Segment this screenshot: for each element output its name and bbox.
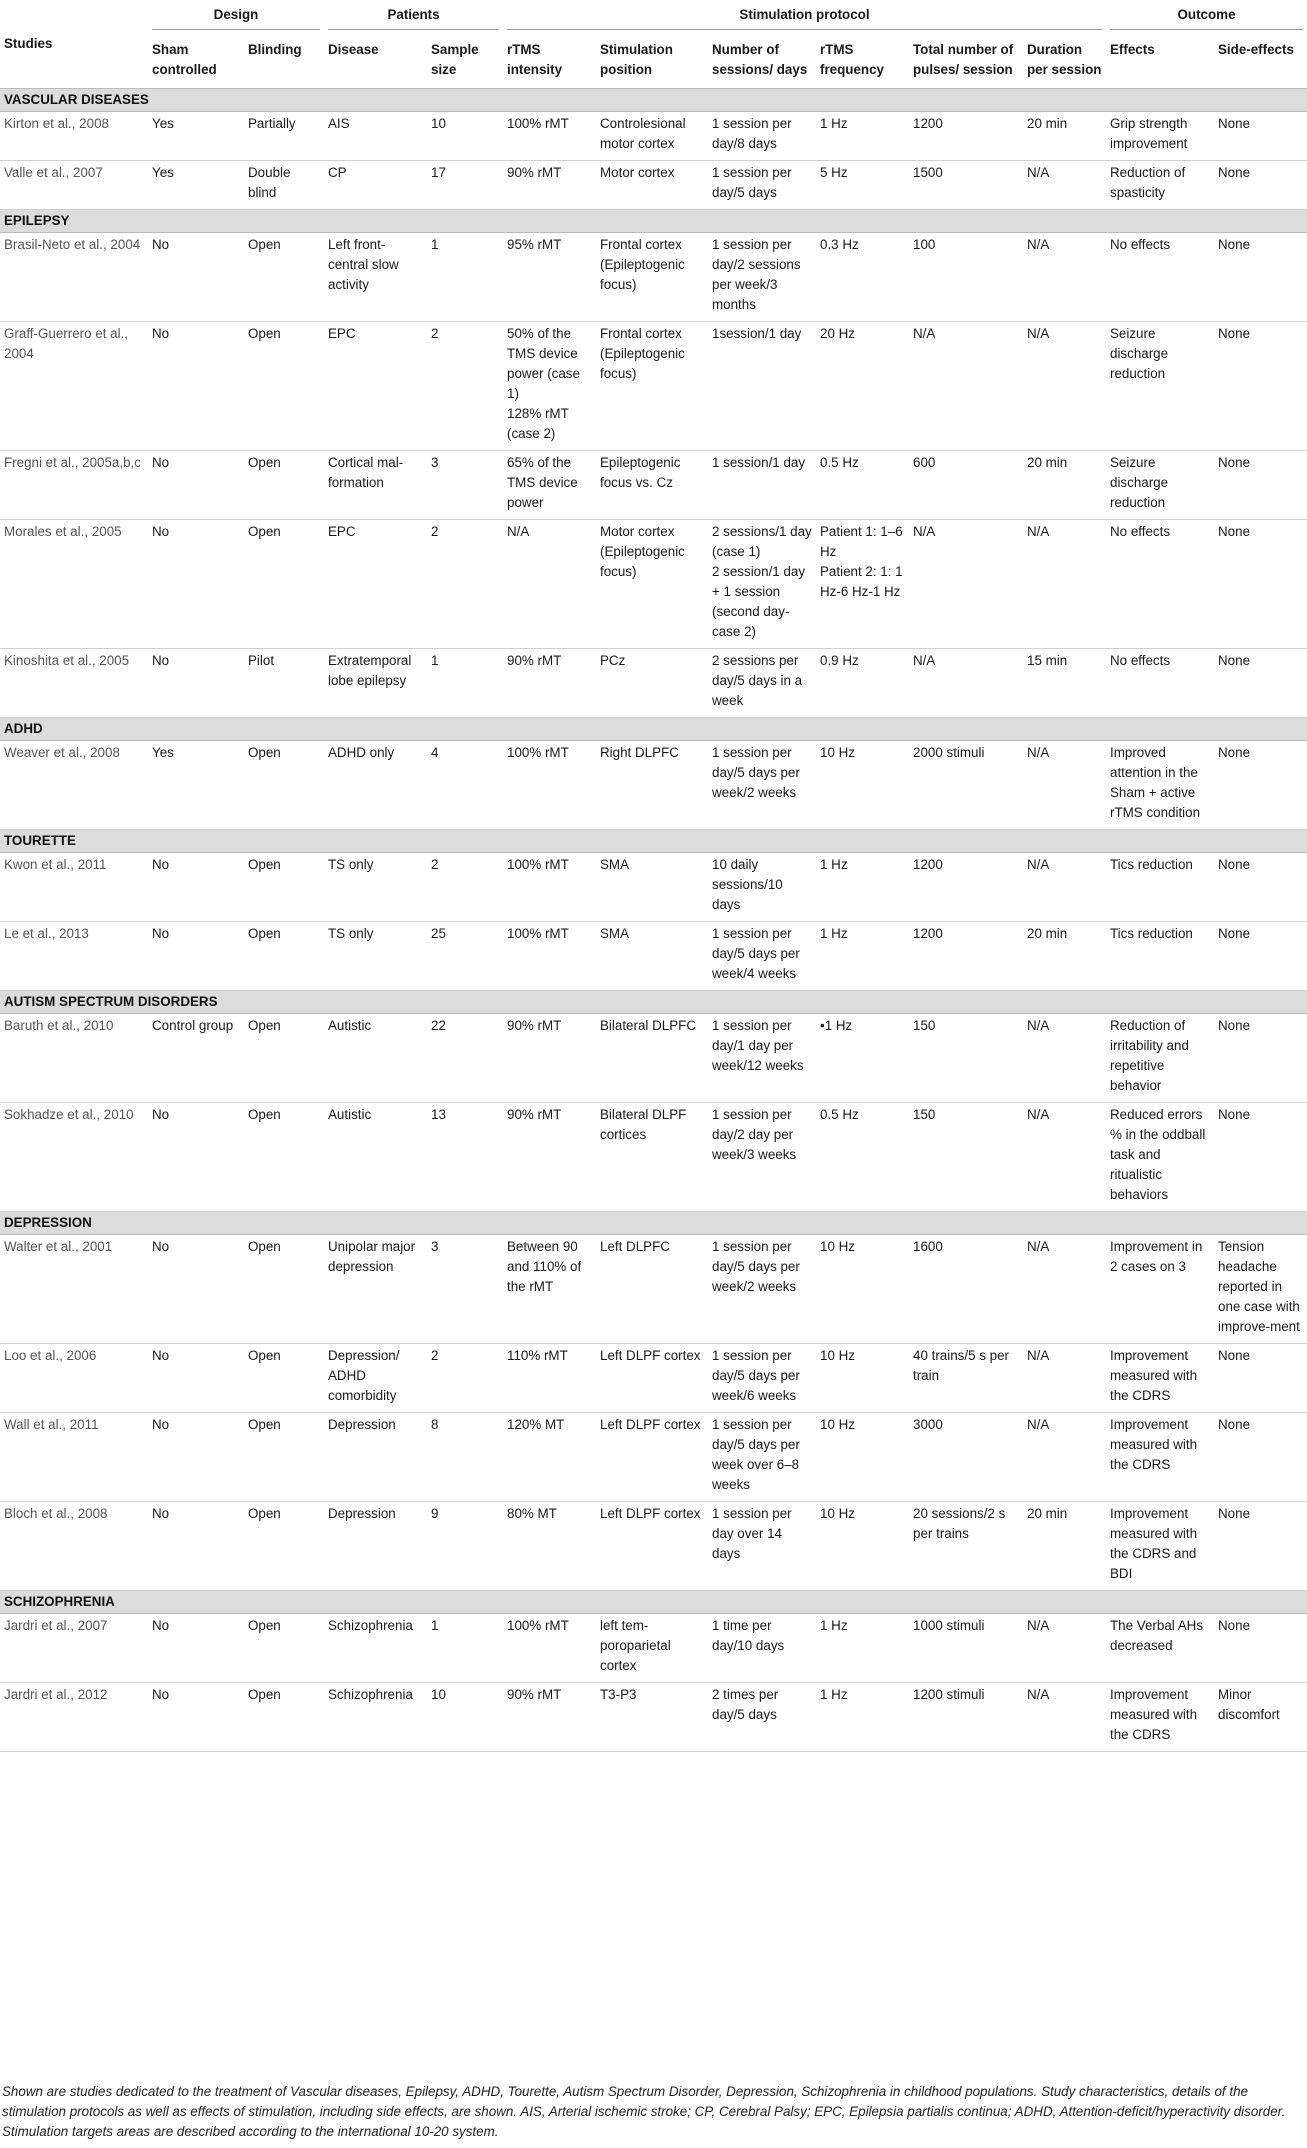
table-cell: Open [244, 1413, 324, 1502]
table-cell: 95% rMT [503, 233, 596, 322]
table-cell: 1500 [909, 161, 1023, 210]
table-cell: Tics reduction [1106, 853, 1214, 922]
table-cell: Improvement measured with the CDRS [1106, 1344, 1214, 1413]
table-cell: 1 session per day/2 sessions per week/3 months [708, 233, 816, 322]
table-cell: 20 Hz [816, 322, 909, 451]
table-cell: No [148, 853, 244, 922]
table-cell: Schizophrenia [324, 1683, 427, 1752]
table-cell: 20 min [1023, 112, 1106, 161]
study-cell: Jardri et al., 2012 [0, 1683, 148, 1752]
table-cell: 0.9 Hz [816, 649, 909, 718]
table-cell: 2 [427, 322, 503, 451]
study-cell: Le et al., 2013 [0, 922, 148, 991]
table-cell: Open [244, 520, 324, 649]
table-cell: Yes [148, 741, 244, 830]
table-cell: 0.3 Hz [816, 233, 909, 322]
table-cell: No [148, 1344, 244, 1413]
table-cell: Open [244, 853, 324, 922]
table-cell: 20 sessions/2 s per trains [909, 1502, 1023, 1591]
table-cell: 2 sessions/1 day (case 1) 2 session/1 day + 1 session (second day-case 2) [708, 520, 816, 649]
category-label: AUTISM SPECTRUM DISORDERS [0, 991, 1307, 1014]
table-cell: 20 min [1023, 1502, 1106, 1591]
table-cell: Autistic [324, 1014, 427, 1103]
table-cell: 2000 stimuli [909, 741, 1023, 830]
table-cell: 3000 [909, 1413, 1023, 1502]
table-cell: 100% rMT [503, 1614, 596, 1683]
table-cell: 1 Hz [816, 853, 909, 922]
table-cell: 2 [427, 1344, 503, 1413]
table-cell: 13 [427, 1103, 503, 1212]
table-cell: No [148, 649, 244, 718]
table-cell: 1 session per day over 14 days [708, 1502, 816, 1591]
table-cell: 1session/1 day [708, 322, 816, 451]
table-cell: Open [244, 233, 324, 322]
table-cell: Extratemporal lobe epilepsy [324, 649, 427, 718]
header-patients: Patients [324, 0, 503, 30]
table-cell: Open [244, 322, 324, 451]
table-cell: 150 [909, 1014, 1023, 1103]
col-blinding: Blinding [244, 30, 324, 89]
table-cell: SMA [596, 853, 708, 922]
table-cell: None [1214, 112, 1307, 161]
table-cell: None [1214, 1502, 1307, 1591]
table-row [0, 233, 1307, 322]
table-cell: Frontal cortex (Epileptogenic focus) [596, 322, 708, 451]
table-cell: Unipolar major depression [324, 1235, 427, 1344]
table-cell: N/A [909, 649, 1023, 718]
table-cell: None [1214, 1413, 1307, 1502]
table-cell: Left DLPF cortex [596, 1344, 708, 1413]
table-cell: None [1214, 853, 1307, 922]
table-cell: N/A [1023, 161, 1106, 210]
table-row [0, 322, 1307, 451]
table-cell: Motor cortex (Epileptogenic focus) [596, 520, 708, 649]
table-cell: 1 [427, 649, 503, 718]
table-row [0, 741, 1307, 830]
table-cell: 110% rMT [503, 1344, 596, 1413]
table-cell: 2 [427, 520, 503, 649]
table-cell: Depression [324, 1502, 427, 1591]
table-cell: None [1214, 520, 1307, 649]
table-cell: 1200 [909, 922, 1023, 991]
table-cell: Patient 1: 1–6 Hz Patient 2: 1: 1 Hz-6 Hz-1 Hz [816, 520, 909, 649]
table-cell: 1 session per day/1 day per week/12 weeks [708, 1014, 816, 1103]
table-cell: The Verbal AHs decreased [1106, 1614, 1214, 1683]
study-cell: Bloch et al., 2008 [0, 1502, 148, 1591]
header-stimulation-protocol: Stimulation protocol [503, 0, 1106, 30]
table-cell: Autistic [324, 1103, 427, 1212]
table-cell: 20 min [1023, 451, 1106, 520]
table-cell: Frontal cortex (Epileptogenic focus) [596, 233, 708, 322]
table-cell: Open [244, 1614, 324, 1683]
table-cell: No [148, 1103, 244, 1212]
category-row [0, 718, 1307, 741]
table-cell: Cortical mal-formation [324, 451, 427, 520]
table-cell: 1600 [909, 1235, 1023, 1344]
table-cell: None [1214, 922, 1307, 991]
table-cell: 8 [427, 1413, 503, 1502]
table-cell: 20 min [1023, 922, 1106, 991]
table-cell: Open [244, 1014, 324, 1103]
category-label: EPILEPSY [0, 210, 1307, 233]
table-cell: 100 [909, 233, 1023, 322]
table-cell: 1 Hz [816, 112, 909, 161]
table-row [0, 922, 1307, 991]
table-cell: No [148, 1413, 244, 1502]
table-body [0, 89, 1307, 1752]
table-cell: 10 Hz [816, 1344, 909, 1413]
table-cell: Motor cortex [596, 161, 708, 210]
table-cell: No [148, 1683, 244, 1752]
table-cell: 80% MT [503, 1502, 596, 1591]
table-cell: No effects [1106, 520, 1214, 649]
table-cell: SMA [596, 922, 708, 991]
table-row [0, 853, 1307, 922]
table-cell: 1 [427, 1614, 503, 1683]
table-cell: None [1214, 161, 1307, 210]
table-cell: Improvement measured with the CDRS and BDI [1106, 1502, 1214, 1591]
table-cell: No [148, 1502, 244, 1591]
table-cell: Reduced errors % in the oddball task and ritualistic behaviors [1106, 1103, 1214, 1212]
table-cell: None [1214, 1614, 1307, 1683]
table-cell: 10 [427, 112, 503, 161]
table-cell: Between 90 and 110% of the rMT [503, 1235, 596, 1344]
table-cell: 1 session per day/8 days [708, 112, 816, 161]
table-cell: AIS [324, 112, 427, 161]
table-cell: 1200 [909, 853, 1023, 922]
study-cell: Morales et al., 2005 [0, 520, 148, 649]
table-cell: Pilot [244, 649, 324, 718]
table-cell: None [1214, 1344, 1307, 1413]
study-cell: Weaver et al., 2008 [0, 741, 148, 830]
table-cell: No [148, 322, 244, 451]
table-cell: Depression [324, 1413, 427, 1502]
table-cell: 100% rMT [503, 741, 596, 830]
table-cell: Left front-central slow activity [324, 233, 427, 322]
table-cell: Depression/ ADHD comorbidity [324, 1344, 427, 1413]
table-cell: 1 session per day/2 day per week/3 weeks [708, 1103, 816, 1212]
table-cell: 1 session/1 day [708, 451, 816, 520]
table-cell: N/A [1023, 520, 1106, 649]
table-cell: None [1214, 322, 1307, 451]
table-cell: Minor discomfort [1214, 1683, 1307, 1752]
table-cell: T3-P3 [596, 1683, 708, 1752]
col-total-pulses: Total number of pulses/ session [909, 30, 1023, 89]
table-cell: 22 [427, 1014, 503, 1103]
col-disease: Disease [324, 30, 427, 89]
table-cell: left tem-poroparietal cortex [596, 1614, 708, 1683]
table-row [0, 1683, 1307, 1752]
table-cell: 90% rMT [503, 161, 596, 210]
table-cell: N/A [1023, 1683, 1106, 1752]
category-row [0, 1591, 1307, 1614]
study-cell: Kirton et al., 2008 [0, 112, 148, 161]
table-cell: N/A [1023, 1413, 1106, 1502]
table-row [0, 1235, 1307, 1344]
table-row [0, 1502, 1307, 1591]
study-cell: Brasil-Neto et al., 2004 [0, 233, 148, 322]
table-cell: 1000 stimuli [909, 1614, 1023, 1683]
table-cell: No [148, 520, 244, 649]
table-cell: 15 min [1023, 649, 1106, 718]
table-cell: 5 Hz [816, 161, 909, 210]
table-cell: Bilateral DLPF cortices [596, 1103, 708, 1212]
table-cell: 120% MT [503, 1413, 596, 1502]
table-cell: 0.5 Hz [816, 1103, 909, 1212]
table-cell: N/A [1023, 322, 1106, 451]
table-cell: Improved attention in the Sham + active rTMS condition [1106, 741, 1214, 830]
table-cell: No effects [1106, 649, 1214, 718]
table-cell: None [1214, 741, 1307, 830]
category-label: TOURETTE [0, 830, 1307, 853]
study-cell: Jardri et al., 2007 [0, 1614, 148, 1683]
table-cell: 10 [427, 1683, 503, 1752]
table-cell: N/A [1023, 233, 1106, 322]
table-cell: CP [324, 161, 427, 210]
category-row [0, 1212, 1307, 1235]
study-cell: Wall et al., 2011 [0, 1413, 148, 1502]
table-row [0, 1344, 1307, 1413]
table-cell: 100% rMT [503, 922, 596, 991]
table-row [0, 161, 1307, 210]
category-label: ADHD [0, 718, 1307, 741]
table-cell: None [1214, 233, 1307, 322]
table-cell: 3 [427, 1235, 503, 1344]
table-cell: None [1214, 1014, 1307, 1103]
table-cell: N/A [503, 520, 596, 649]
study-cell: Kwon et al., 2011 [0, 853, 148, 922]
table-cell: 10 Hz [816, 1235, 909, 1344]
table-cell: 10 Hz [816, 741, 909, 830]
table-cell: No effects [1106, 233, 1214, 322]
table-cell: Improvement measured with the CDRS [1106, 1413, 1214, 1502]
table-cell: No [148, 922, 244, 991]
table-cell: N/A [909, 520, 1023, 649]
table-cell: Yes [148, 161, 244, 210]
table-cell: 4 [427, 741, 503, 830]
table-row [0, 451, 1307, 520]
header-design: Design [148, 0, 324, 30]
study-cell: Walter et al., 2001 [0, 1235, 148, 1344]
table-cell: N/A [1023, 741, 1106, 830]
table-cell: N/A [1023, 1235, 1106, 1344]
table-cell: N/A [1023, 1344, 1106, 1413]
study-cell: Valle et al., 2007 [0, 161, 148, 210]
table-cell: 1 session per day/5 days per week/4 weeks [708, 922, 816, 991]
header-outcome: Outcome [1106, 0, 1307, 30]
category-label: SCHIZOPHRENIA [0, 1591, 1307, 1614]
table-cell: N/A [1023, 1014, 1106, 1103]
table-cell: 2 sessions per day/5 days in a week [708, 649, 816, 718]
study-cell: Loo et al., 2006 [0, 1344, 148, 1413]
table-cell: 1 Hz [816, 1614, 909, 1683]
table-cell: 1 session per day/5 days per week/6 weeks [708, 1344, 816, 1413]
table-cell: 1 Hz [816, 1683, 909, 1752]
table-cell: Reduction of irritability and repetitive behavior [1106, 1014, 1214, 1103]
table-cell: 100% rMT [503, 112, 596, 161]
table-cell: Open [244, 1344, 324, 1413]
col-sample-size: Sample size [427, 30, 503, 89]
table-cell: 10 Hz [816, 1413, 909, 1502]
study-cell: Fregni et al., 2005a,b,c [0, 451, 148, 520]
col-stimulation-position: Stimulation position [596, 30, 708, 89]
table-cell: Double blind [244, 161, 324, 210]
table-cell: None [1214, 1103, 1307, 1212]
table-cell: 1 time per day/10 days [708, 1614, 816, 1683]
table-cell: PCz [596, 649, 708, 718]
table-cell: 50% of the TMS device power (case 1) 128% rMT (case 2) [503, 322, 596, 451]
table-cell: 40 trains/5 s per train [909, 1344, 1023, 1413]
table-cell: Bilateral DLPFC [596, 1014, 708, 1103]
table-cell: 10 Hz [816, 1502, 909, 1591]
col-rtms-intensity: rTMS intensity [503, 30, 596, 89]
col-rtms-frequency: rTMS frequency [816, 30, 909, 89]
table-cell: Seizure discharge reduction [1106, 322, 1214, 451]
table-cell: •1 Hz [816, 1014, 909, 1103]
table-cell: No [148, 1235, 244, 1344]
table-cell: Tics reduction [1106, 922, 1214, 991]
table-cell: 65% of the TMS device power [503, 451, 596, 520]
table-cell: ADHD only [324, 741, 427, 830]
table-row [0, 1014, 1307, 1103]
table-cell: None [1214, 451, 1307, 520]
table-cell: 100% rMT [503, 853, 596, 922]
table-cell: TS only [324, 853, 427, 922]
table-cell: 1 [427, 233, 503, 322]
table-cell: Control group [148, 1014, 244, 1103]
table-cell: EPC [324, 322, 427, 451]
table-cell: Open [244, 451, 324, 520]
table-cell: N/A [1023, 1103, 1106, 1212]
header-column-row [0, 30, 1307, 89]
table-cell: 0.5 Hz [816, 451, 909, 520]
category-label: DEPRESSION [0, 1212, 1307, 1235]
category-row [0, 210, 1307, 233]
table-cell: 17 [427, 161, 503, 210]
table-cell: N/A [909, 322, 1023, 451]
study-cell: Sokhadze et al., 2010 [0, 1103, 148, 1212]
table-cell: No [148, 1614, 244, 1683]
table-cell: 90% rMT [503, 649, 596, 718]
table-cell: 150 [909, 1103, 1023, 1212]
table-cell: 1 session per day/5 days per week/2 weeks [708, 1235, 816, 1344]
table-cell: Open [244, 741, 324, 830]
table-cell: Improvement in 2 cases on 3 [1106, 1235, 1214, 1344]
table-row [0, 1103, 1307, 1212]
table-row [0, 1413, 1307, 1502]
table-cell: None [1214, 649, 1307, 718]
table-cell: Seizure discharge reduction [1106, 451, 1214, 520]
col-effects: Effects [1106, 30, 1214, 89]
table-row [0, 112, 1307, 161]
category-row [0, 89, 1307, 112]
table-cell: 1 Hz [816, 922, 909, 991]
table-cell: 1200 [909, 112, 1023, 161]
col-side-effects: Side-effects [1214, 30, 1307, 89]
table-cell: 25 [427, 922, 503, 991]
table-cell: N/A [1023, 1614, 1106, 1683]
table-row [0, 1614, 1307, 1683]
table-cell: 1 session per day/5 days per week/2 weeks [708, 741, 816, 830]
table-cell: Left DLPFC [596, 1235, 708, 1344]
table-cell: EPC [324, 520, 427, 649]
table-cell: 2 [427, 853, 503, 922]
table-cell: Open [244, 1103, 324, 1212]
table-cell: Controlesional motor cortex [596, 112, 708, 161]
table-cell: Tension headache reported in one case with improve-ment [1214, 1235, 1307, 1344]
table-caption: Shown are studies dedicated to the treatment of Vascular diseases, Epilepsy, ADHD, Tourette, Autism Spectrum Disorder, Depression, Schizophrenia in childhood populations. Study characteristics, details of the stimulation protocols as well as effects of stimulation, including side effects, are shown. AIS, Arterial ischemic stroke; CP, Cerebral Palsy; EPC, Epilepsia partialis continua; ADHD, Attention-deficit/hyperactivity disorder. Stimulation targets areas are described according to the international 10-20 system. [2, 2084, 1286, 2139]
study-cell: Kinoshita et al., 2005 [0, 649, 148, 718]
table-cell: No [148, 451, 244, 520]
table-cell: Open [244, 1683, 324, 1752]
table-cell: 1 session per day/5 days [708, 161, 816, 210]
header-group-row [0, 0, 1307, 30]
study-cell: Graff-Guerrero et al., 2004 [0, 322, 148, 451]
table-cell: 1 session per day/5 days per week over 6–8 weeks [708, 1413, 816, 1502]
table-cell: Yes [148, 112, 244, 161]
col-duration: Duration per session [1023, 30, 1106, 89]
table-cell: Open [244, 922, 324, 991]
table-cell: Partially [244, 112, 324, 161]
header-studies: Studies [4, 36, 53, 51]
table-cell: Left DLPF cortex [596, 1502, 708, 1591]
category-row [0, 830, 1307, 853]
table-cell: 600 [909, 451, 1023, 520]
table-cell: 90% rMT [503, 1683, 596, 1752]
table-row [0, 649, 1307, 718]
table-cell: 90% rMT [503, 1014, 596, 1103]
table-cell: TS only [324, 922, 427, 991]
table-cell: Improvement measured with the CDRS [1106, 1683, 1214, 1752]
table-cell: Open [244, 1235, 324, 1344]
table-cell: 9 [427, 1502, 503, 1591]
table-cell: 90% rMT [503, 1103, 596, 1212]
table-cell: 2 times per day/5 days [708, 1683, 816, 1752]
table-cell: N/A [1023, 853, 1106, 922]
study-cell: Baruth et al., 2010 [0, 1014, 148, 1103]
table-cell: Schizophrenia [324, 1614, 427, 1683]
category-row [0, 991, 1307, 1014]
table-cell: 10 daily sessions/10 days [708, 853, 816, 922]
table-cell: No [148, 233, 244, 322]
table-cell: 1200 stimuli [909, 1683, 1023, 1752]
category-label: VASCULAR DISEASES [0, 89, 1307, 112]
table-cell: Reduction of spasticity [1106, 161, 1214, 210]
col-sham-controlled: Sham controlled [148, 30, 244, 89]
col-number-of-sessions: Number of sessions/ days [708, 30, 816, 89]
table-row [0, 520, 1307, 649]
table-cell: 3 [427, 451, 503, 520]
table-cell: Left DLPF cortex [596, 1413, 708, 1502]
table-cell: Right DLPFC [596, 741, 708, 830]
table-cell: Open [244, 1502, 324, 1591]
table-cell: Epileptogenic focus vs. Cz [596, 451, 708, 520]
table-cell: Grip strength improvement [1106, 112, 1214, 161]
